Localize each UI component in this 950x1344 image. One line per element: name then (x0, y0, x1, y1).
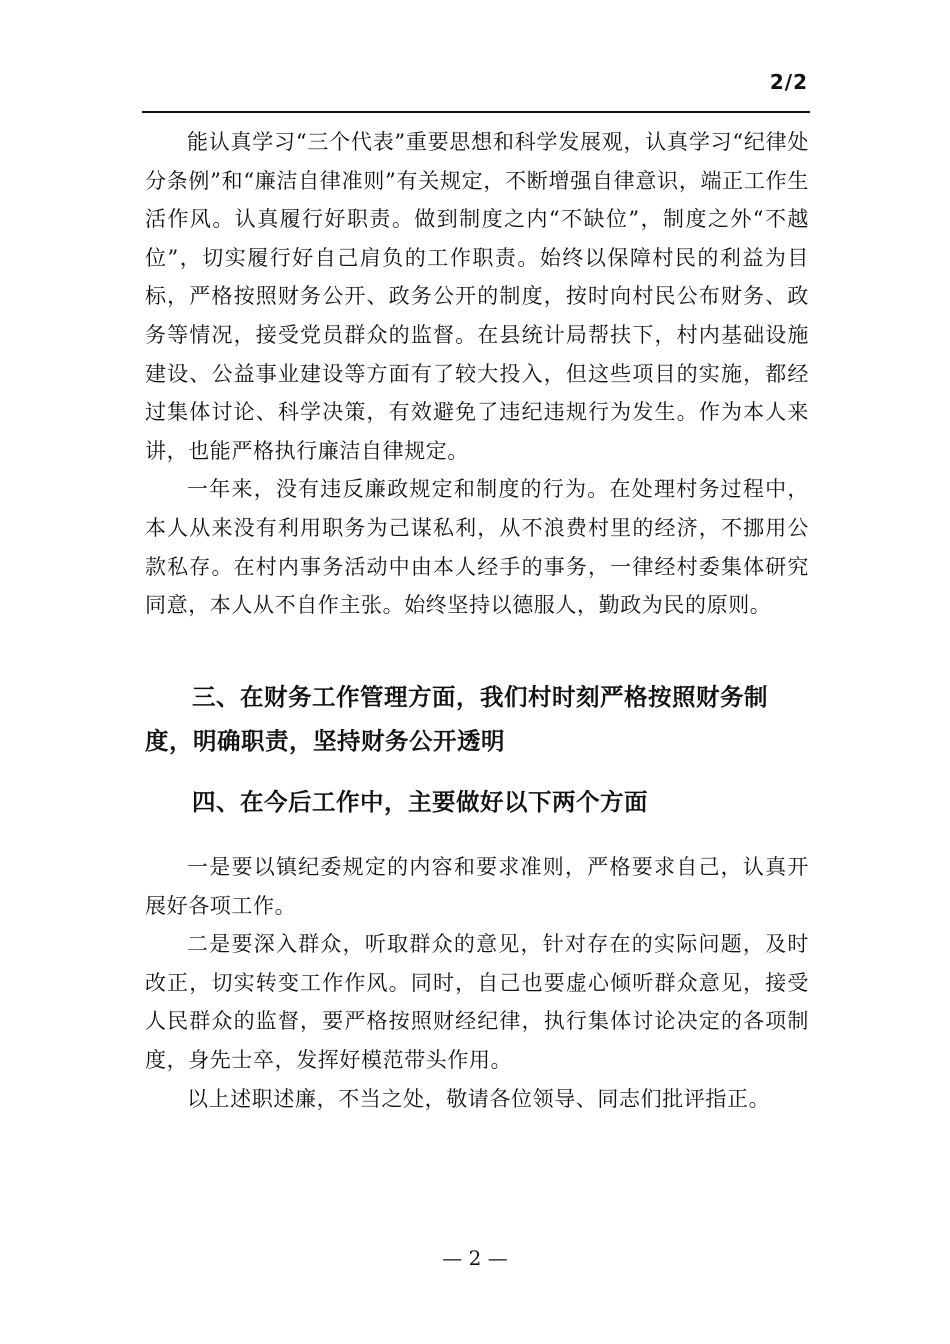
body-section-1 (145, 123, 809, 625)
section-heading-4: 四、在今后工作中，主要做好以下两个方面 (192, 788, 648, 816)
body-section-2 (145, 848, 809, 1118)
header-rule (142, 111, 810, 113)
page-count: 2/2 (769, 70, 808, 94)
paragraph-5: 以上述职述廉，不当之处，敬请各位领导、同志们批评指正。 (187, 1086, 771, 1111)
paragraph-4: 二是要深入群众，听取群众的意见，针对存在的实际问题，及时改正，切实转变工作作风。同时，自己也要虚心倾听群众意见，接受人民群众的监督，要严格按照财经纪律，执行集体讨论决定的各项制度，身先士卒，发挥好模范带头作用。 (145, 932, 809, 1072)
paragraph-3: 一是要以镇纪委规定的内容和要求准则，严格要求自己，认真开展好各项工作。 (145, 855, 809, 918)
paragraph-2: 一年来，没有违反廉政规定和制度的行为。在处理村务过程中，本人从来没有利用职务为己谋私利，从不浪费村里的经济，不挪用公款私存。在村内事务活动中由本人经手的事务，一律经村委集体研究同意，本人从不自作主张。始终坚持以德服人，勤政为民的原则。 (145, 477, 809, 618)
footer-page-number: — 2 — (442, 1246, 508, 1270)
paragraph-1: 能认真学习“三个代表”重要思想和科学发展观，认真学习“纪律处分条例”和“廉洁自律准则”有关规定，不断增强自律意识，端正工作生活作风。认真履行好职责。做到制度之内“不缺位”，制度之外“不越位”，切实履行好自己肩负的工作职责。始终以保障村民的利益为目标，严格按照财务公开、政务公开的制度，按时向村民公布财务、政务等情况，接受党员群众的监督。在县统计局帮扶下，村内基础设施建设、公益事业建设等方面有了较大投入，但这些项目的实施，都经过集体讨论、科学决策，有效避免了违纪违规行为发生。作为本人来讲，也能严格执行廉洁自律规定。 (145, 130, 809, 463)
section-heading-3: 三、在财务工作管理方面，我们村时刻严格按照财务制度，明确职责，坚持财务公开透明 (145, 683, 768, 755)
